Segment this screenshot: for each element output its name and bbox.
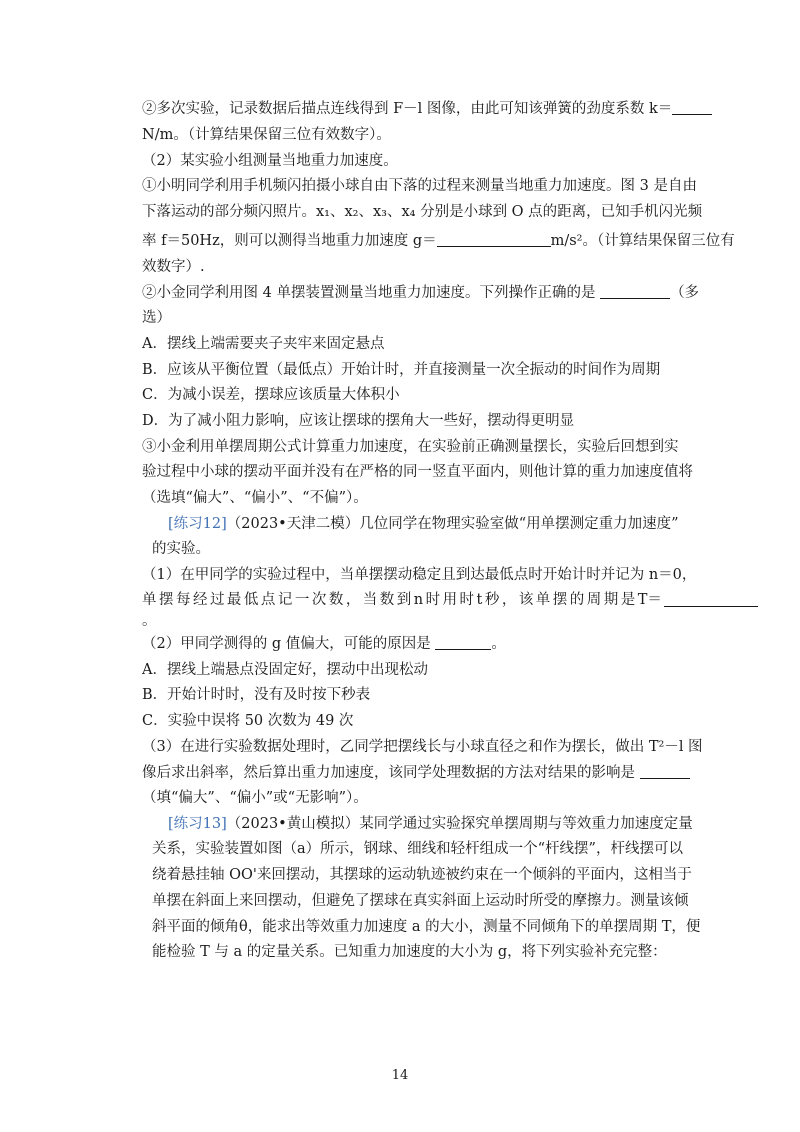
ex12-q1-line3: 。 <box>142 613 157 629</box>
justified-char: 过 <box>209 592 225 608</box>
page-number: 14 <box>391 1068 409 1083</box>
answer-blank[interactable] <box>640 764 690 779</box>
justified-char: 单 <box>142 592 157 608</box>
justified-char: ， <box>501 592 517 608</box>
justified-char: 到 <box>396 592 412 608</box>
ex13-line2: 关系，实验装置如图（a）所示，钢球、细线和轻杆组成一个“杆线摆”，杆线摆可以 <box>152 841 683 857</box>
ming-line3-unit: m/s²。（计算结果保留三位有 <box>550 233 735 249</box>
answer-blank[interactable] <box>664 592 758 607</box>
jin-line1-end: （多 <box>670 285 700 301</box>
ex12-option-b: B．开始计时时，没有及时按下秒表 <box>142 687 371 703</box>
ming-line3 <box>142 230 735 252</box>
justified-char: 是 <box>620 592 636 608</box>
justified-char: 时 <box>459 592 475 608</box>
ex12-line2: 的实验。 <box>152 541 210 557</box>
justified-char: 数 <box>328 592 344 608</box>
ex12-q3-line2 <box>142 762 690 784</box>
justified-char: t <box>476 592 483 608</box>
q2-item2-line2: N/m。（计算结果保留三位有效数字）。 <box>142 127 391 143</box>
ex13-line1 <box>168 813 693 835</box>
jin-option-a: A．摆线上端需要夹子夹牢来固定悬点 <box>142 336 385 352</box>
ex12-q3-line3: （填“偏大”、“偏小”或“无影响”）。 <box>142 790 368 806</box>
justified-char: ， <box>345 592 361 608</box>
justified-char: 摆 <box>552 592 568 608</box>
justified-char: 秒 <box>484 592 500 608</box>
justified-char: 当 <box>362 592 378 608</box>
ex12-q3-line2-text: 像后求出斜率，然后算出重力加速度，该同学处理数据的方法对结果的影响是 <box>142 765 640 781</box>
jin-line2: 选） <box>142 310 171 326</box>
justified-char: 点 <box>260 592 276 608</box>
jin-q3-line2: 验过程中小球的摆动平面并没有在严格的同一竖直平面内，则他计算的重力加速度值将 <box>142 464 693 480</box>
justified-char: 经 <box>192 592 208 608</box>
ex12-tag: [练习12] <box>168 516 227 532</box>
justified-char: 时 <box>425 592 441 608</box>
jin-option-d: D．为了减小阻力影响，应该让摆球的摆角大一些好，摆动得更明显 <box>142 413 575 429</box>
ming-line1: ①小明同学利用手机频闪拍摄小球自由下落的过程来测量当地重力加速度。图 3 是自由 <box>142 178 697 194</box>
ex12-option-a: A．摆线上端悬点没固定好，摆动中出现松动 <box>142 662 428 678</box>
justified-char: 用 <box>442 592 458 608</box>
ex12-q1-line1: （1）在甲同学的实验过程中，当单摆摆动稳定且到达最低点时开始计时并记为 n＝0， <box>142 567 697 583</box>
ex13-line6: 能检验 T 与 a 的定量关系。已知重力加速度的大小为 g，将下列实验补充完整： <box>152 944 667 960</box>
answer-blank[interactable] <box>435 635 491 650</box>
justified-char: 的 <box>569 592 585 608</box>
justified-char: 单 <box>535 592 551 608</box>
ex12-q2-text: （2）甲同学测得的 g 值偏大，可能的原因是 <box>142 636 436 652</box>
ex12-line1-text: （2023•天津二模）几位同学在物理实验室做“用单摆测定重力加速度” <box>226 516 679 532</box>
ming-line2: 下落运动的部分频闪照片。x₁、x₂、x₃、x₄ 分别是小球到 O 点的距离，已知手机闪光频 <box>142 204 703 220</box>
justified-char: 一 <box>294 592 310 608</box>
justified-char: 期 <box>603 592 619 608</box>
answer-blank[interactable] <box>437 232 551 247</box>
ex13-line3: 绕着悬挂轴 OO'来回摆动，其摆球的运动轨迹被约束在一个倾斜的平面内，这相当于 <box>152 867 692 883</box>
answer-blank[interactable] <box>672 100 712 115</box>
q2-item2-line1 <box>142 98 712 120</box>
justified-char: 低 <box>243 592 259 608</box>
part2-heading: （2）某实验小组测量当地重力加速度。 <box>142 153 398 169</box>
ming-line3-text: 率 f＝50Hz，则可以测得当地重力加速度 g＝ <box>142 233 437 249</box>
justified-char: 摆 <box>158 592 174 608</box>
justified-char: 周 <box>586 592 602 608</box>
ex13-line4: 单摆在斜面上来回摆动，但避免了摆球在真实斜面上运动时所受的摩擦力。测量该倾 <box>152 893 689 909</box>
jin-q3-line3: （选填“偏大”、“偏小”、“不偏”）。 <box>142 490 368 506</box>
justified-char: 该 <box>518 592 534 608</box>
jin-line1 <box>142 282 699 304</box>
q2-item2-text: ②多次实验，记录数据后描点连线得到 F－l 图像，由此可知该弹簧的劲度系数 k＝ <box>142 101 673 117</box>
ex13-tag: [练习13] <box>168 816 227 832</box>
ming-line4: 效数字）. <box>142 259 205 275</box>
justified-char: n <box>413 592 424 608</box>
justified-char: 次 <box>311 592 327 608</box>
ex12-line1 <box>168 513 679 535</box>
jin-q3-line1: ③小金利用单摆周期公式计算重力加速度，在实验前正确测量摆长，实验后回想到实 <box>142 439 679 455</box>
ex12-q2-end: 。 <box>491 636 506 652</box>
ex12-q3-line1: （3）在进行实验数据处理时，乙同学把摆线长与小球直径之和作为摆长，做出 T²－l 图 <box>142 739 703 755</box>
ex12-option-c: C．实验中误将 50 次数为 49 次 <box>142 713 354 729</box>
justified-char: 每 <box>175 592 191 608</box>
justified-char: T＝ <box>637 592 662 608</box>
ex12-q2 <box>142 633 506 655</box>
jin-option-b: B．应该从平衡位置（最低点）开始计时，并直接测量一次全振动的时间作为周期 <box>142 362 661 378</box>
justified-char: 最 <box>226 592 242 608</box>
justified-char: 数 <box>379 592 395 608</box>
answer-blank[interactable] <box>600 284 670 299</box>
justified-char: 记 <box>277 592 293 608</box>
jin-option-c: C．为减小误差，摆球应该质量大体积小 <box>142 387 400 403</box>
ex12-q1-line2 <box>142 589 662 611</box>
ex13-line1-text: （2023•黄山模拟）某同学通过实验探究单摆周期与等效重力加速度定量 <box>226 816 693 832</box>
ex13-line5: 斜平面的倾角θ，能求出等效重力加速度 a 的大小，测量不同倾角下的单摆周期 T，便 <box>152 919 701 935</box>
jin-line1-text: ②小金同学利用图 4 单摆装置测量当地重力加速度。下列操作正确的是 <box>142 285 601 301</box>
